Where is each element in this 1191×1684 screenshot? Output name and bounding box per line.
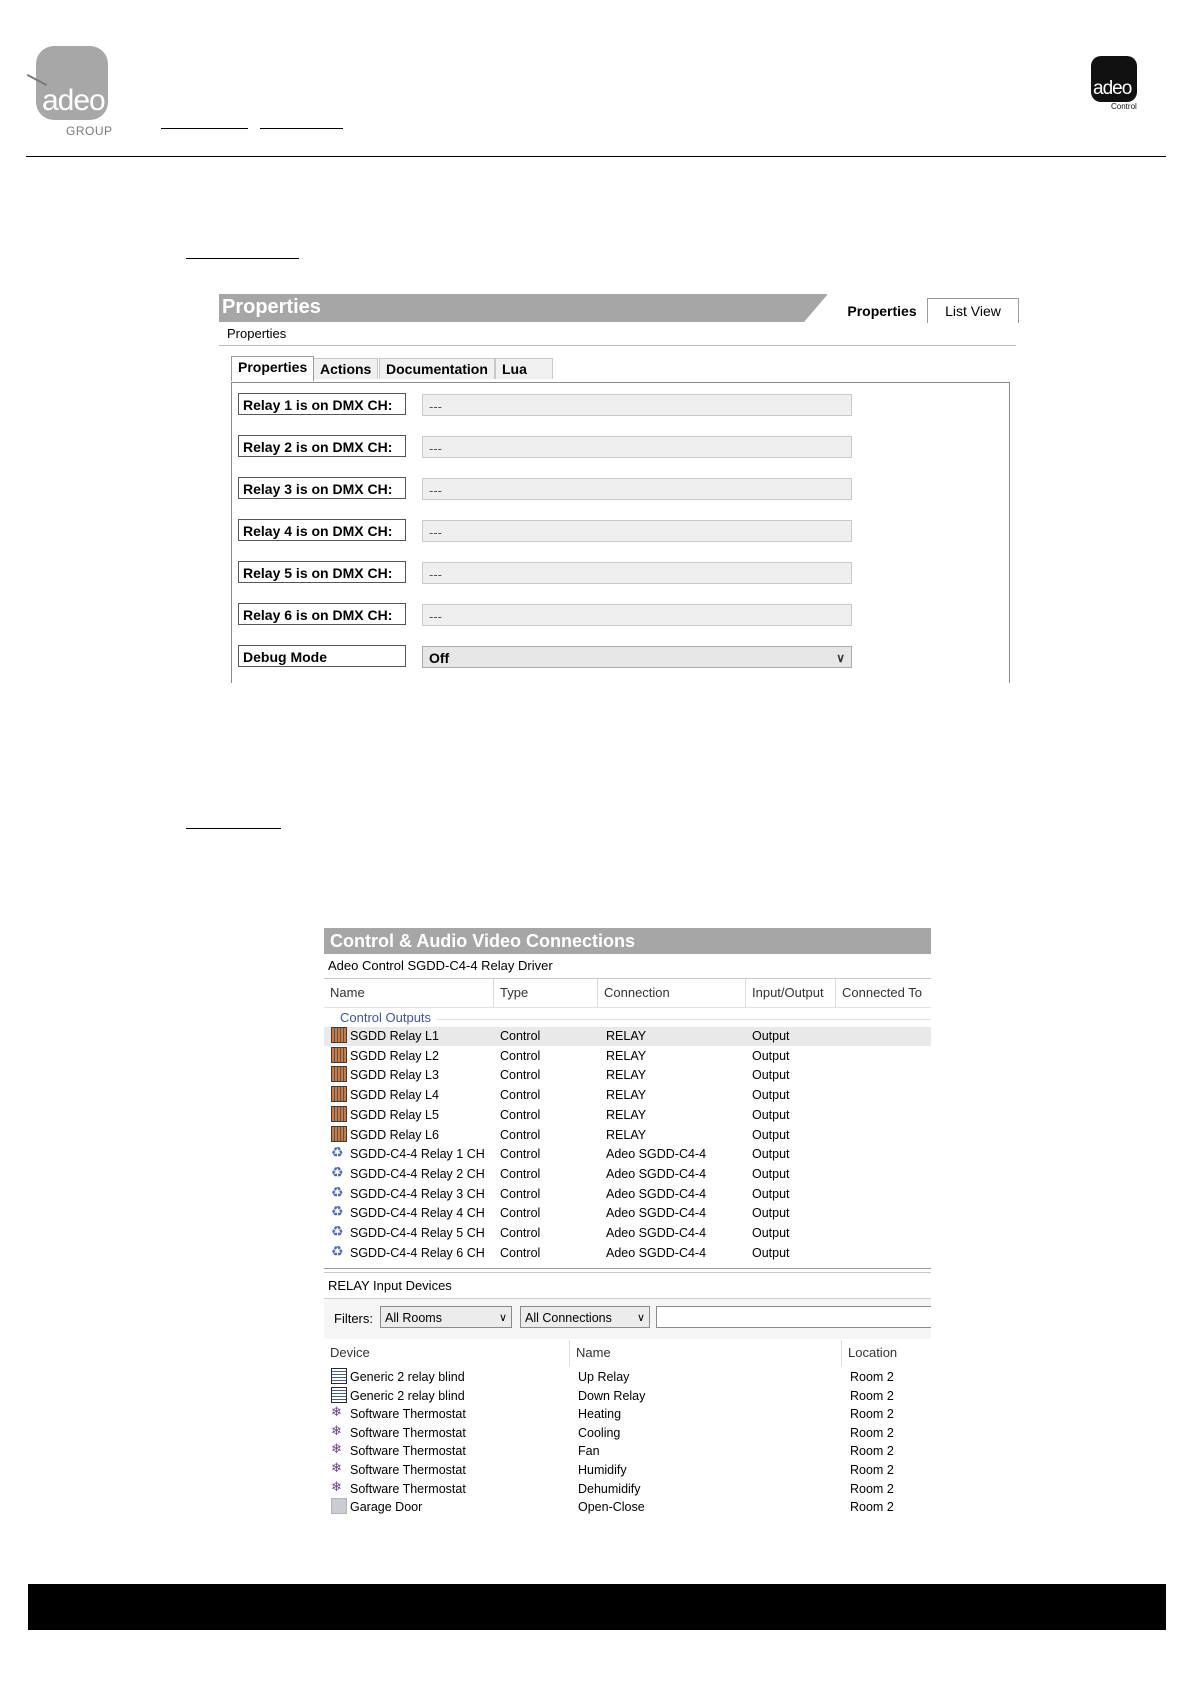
output-io: Output [752,1029,790,1043]
connections-titlebar [324,928,931,954]
search-input[interactable] [656,1306,931,1328]
output-row[interactable] [324,1126,931,1145]
header-rule [260,128,343,129]
column-header-location[interactable]: Location [848,1345,898,1360]
property-label: Relay 6 is on DMX CH: [238,603,406,625]
property-row [238,561,858,585]
blind-icon [331,1368,347,1384]
input-device: Generic 2 relay blind [350,1388,465,1403]
output-connection: RELAY [606,1127,647,1142]
relay-icon [331,1027,347,1043]
output-type: Control [500,1029,541,1043]
input-name: Fan [578,1444,600,1459]
output-type: Control [500,1088,541,1103]
thermostat-icon: ❄ [331,1422,342,1438]
property-row [238,435,858,459]
relay-icon [331,1066,347,1082]
output-io: Output [752,1048,790,1063]
link-icon: ♻ [331,1203,344,1220]
output-connection: Adeo SGDD-C4-4 [606,1226,707,1240]
property-label: Relay 1 is on DMX CH: [238,393,406,415]
output-io: Output [752,1245,790,1260]
input-device-row[interactable] [324,1480,931,1498]
input-device-row[interactable] [324,1424,931,1442]
section-heading-rule [186,828,281,829]
property-value-field[interactable]: --- [422,604,852,626]
chevron-down-icon: ∨ [636,1312,645,1324]
output-row[interactable] [324,1027,931,1046]
column-header-connection[interactable]: Connection [598,979,746,1007]
property-label: Relay 3 is on DMX CH: [238,477,406,499]
input-device-row[interactable] [324,1461,931,1479]
rooms-filter-select[interactable] [380,1306,512,1328]
link-icon: ♻ [331,1183,344,1200]
input-device: Software Thermostat [350,1481,466,1496]
output-connection: Adeo SGDD-C4-4 [606,1147,707,1162]
column-header-device[interactable]: Device [324,1340,570,1366]
thermostat-icon: ❄ [331,1441,342,1457]
input-device: Software Thermostat [350,1407,466,1422]
input-location: Room 2 [850,1500,894,1515]
column-header-name[interactable]: Name [324,979,494,1007]
connections-filter-select[interactable] [520,1306,650,1328]
connections-title: Control & Audio Video Connections [330,931,635,951]
input-name: Open-Close [578,1500,645,1515]
property-value-field[interactable]: --- [422,436,852,458]
output-name: SGDD-C4-4 Relay 5 CH [350,1226,485,1240]
output-row[interactable] [324,1145,931,1164]
input-name: Cooling [578,1425,621,1440]
property-value-field[interactable]: --- [422,478,852,500]
column-header-input-name[interactable]: Name [570,1340,842,1366]
tab-properties-inner[interactable]: Properties [231,356,314,381]
filter-bar [324,1298,931,1339]
input-device-row[interactable] [324,1368,931,1386]
rooms-filter-value: All Rooms [385,1311,442,1325]
input-name: Up Relay [578,1370,630,1384]
output-type: Control [500,1147,541,1162]
output-io: Output [752,1186,790,1201]
output-type: Control [500,1226,541,1240]
adeo-control-logo [1085,56,1151,114]
input-name: Dehumidify [578,1481,641,1496]
output-type: Control [500,1166,541,1181]
relay-icon [331,1106,347,1122]
output-io: Output [752,1068,790,1083]
tab-actions[interactable]: Actions [313,358,378,379]
input-location: Room 2 [850,1463,894,1477]
output-name: SGDD Relay L6 [350,1127,439,1142]
input-location: Room 2 [850,1370,894,1384]
panel-splitter[interactable] [324,1268,931,1273]
driver-name: Adeo Control SGDD-C4-4 Relay Driver [328,958,553,973]
input-location: Room 2 [850,1425,894,1440]
properties-subheading: Properties [219,328,1016,346]
garage-icon [331,1498,347,1514]
chevron-down-icon: ∨ [836,651,845,665]
output-type: Control [500,1245,541,1260]
input-device-row[interactable] [324,1387,931,1405]
input-name: Down Relay [578,1388,646,1403]
output-io: Output [752,1107,790,1122]
output-io: Output [752,1226,790,1240]
output-name: SGDD-C4-4 Relay 2 CH [350,1166,485,1181]
output-row[interactable] [324,1204,931,1223]
link-icon: ♻ [331,1144,344,1161]
logo-word: adeo [42,84,105,117]
thermostat-icon: ❄ [331,1478,342,1494]
output-name: SGDD-C4-4 Relay 3 CH [350,1186,485,1201]
output-row[interactable] [324,1106,931,1125]
output-row[interactable] [324,1047,931,1066]
output-connection: RELAY [606,1048,647,1063]
output-io: Output [752,1147,790,1162]
input-device: Garage Door [350,1500,423,1515]
output-connection: Adeo SGDD-C4-4 [606,1186,707,1201]
column-header-connected-to[interactable]: Connected To [842,985,922,1000]
output-row[interactable] [324,1165,931,1184]
inputs-title: RELAY Input Devices [328,1278,452,1293]
header-divider [26,156,1166,157]
thermostat-icon: ❄ [331,1460,342,1475]
property-row-debug [238,645,858,669]
output-row[interactable] [324,1185,931,1204]
output-name: SGDD Relay L1 [350,1029,439,1043]
output-connection: RELAY [606,1107,647,1122]
output-type: Control [500,1068,541,1083]
relay-icon [331,1086,347,1102]
output-connection: Adeo SGDD-C4-4 [606,1245,707,1260]
output-type: Control [500,1186,541,1201]
column-header-type[interactable]: Type [494,979,598,1007]
titlebar-notch [804,294,828,322]
input-device-row[interactable] [324,1442,931,1460]
input-device: Software Thermostat [350,1444,466,1459]
output-row[interactable] [324,1224,931,1243]
output-name: SGDD Relay L3 [350,1068,439,1083]
input-device: Software Thermostat [350,1425,466,1440]
header-rule [161,128,248,129]
connections-filter-value: All Connections [525,1311,612,1325]
input-location: Room 2 [850,1444,894,1459]
group-label-control-outputs: Control Outputs [340,1010,432,1025]
property-row [238,393,858,417]
footer-bar [28,1584,1166,1630]
output-connection: RELAY [606,1029,647,1043]
property-value-field[interactable]: --- [422,520,852,542]
property-label: Relay 4 is on DMX CH: [238,519,406,541]
output-io: Output [752,1206,790,1221]
filters-label: Filters: [334,1311,373,1326]
output-io: Output [752,1127,790,1142]
logo-subtitle: GROUP [66,124,113,138]
input-name: Humidify [578,1463,627,1477]
relay-icon [331,1047,347,1063]
output-row[interactable] [324,1066,931,1085]
property-row [238,603,858,627]
debug-mode-value: Off [429,650,450,666]
debug-mode-label: Debug Mode [238,645,406,667]
tab-documentation[interactable]: Documentation [379,358,495,379]
chevron-down-icon: ∨ [498,1312,507,1324]
output-io: Output [752,1088,790,1103]
logo-subtitle: Control [1111,102,1137,111]
input-name: Heating [578,1407,622,1422]
link-icon: ♻ [331,1223,344,1239]
thermostat-icon: ❄ [331,1404,342,1420]
output-name: SGDD Relay L2 [350,1048,439,1063]
output-name: SGDD-C4-4 Relay 6 CH [350,1245,485,1260]
link-icon: ♻ [331,1242,344,1259]
tab-list-view[interactable]: List View [927,298,1019,323]
tab-properties[interactable]: Properties [836,298,928,323]
connections-panel [324,928,931,1521]
tab-lua[interactable]: Lua [495,358,553,379]
output-row[interactable] [324,1244,931,1263]
output-name: SGDD Relay L5 [350,1107,439,1122]
property-row [238,477,858,501]
output-connection: RELAY [606,1068,647,1083]
input-location: Room 2 [850,1388,894,1403]
group-divider [436,1019,931,1020]
relay-icon [331,1126,347,1142]
properties-titlebar [219,294,1016,322]
output-type: Control [500,1048,541,1063]
output-name: SGDD Relay L4 [350,1088,439,1103]
column-header-input-output[interactable]: Input/Output [746,979,836,1007]
output-connection: Adeo SGDD-C4-4 [606,1166,707,1181]
outputs-table-header [324,978,931,1008]
output-type: Control [500,1206,541,1221]
output-connection: RELAY [606,1088,647,1103]
section-heading-rule [186,258,299,259]
adeo-group-logo [26,46,122,138]
properties-panel [219,294,1016,680]
inputs-table-header [324,1340,931,1366]
property-label: Relay 5 is on DMX CH: [238,561,406,583]
input-location: Room 2 [850,1407,894,1422]
output-name: SGDD-C4-4 Relay 4 CH [350,1206,485,1221]
debug-mode-select[interactable] [422,646,852,668]
input-device-row[interactable] [324,1405,931,1423]
link-icon: ♻ [331,1163,344,1180]
output-name: SGDD-C4-4 Relay 1 CH [350,1147,485,1162]
property-label: Relay 2 is on DMX CH: [238,435,406,457]
output-type: Control [500,1127,541,1142]
property-row [238,519,858,543]
blind-icon [331,1387,347,1403]
input-device-row[interactable] [324,1498,931,1516]
input-location: Room 2 [850,1481,894,1496]
properties-title: Properties [222,296,321,318]
properties-tab-body [231,382,1010,683]
property-value-field[interactable]: --- [422,394,852,416]
output-row[interactable] [324,1086,931,1105]
output-io: Output [752,1166,790,1181]
property-value-field[interactable]: --- [422,562,852,584]
input-device: Generic 2 relay blind [350,1370,465,1384]
logo-word: adeo [1093,78,1132,99]
output-connection: Adeo SGDD-C4-4 [606,1206,707,1221]
output-type: Control [500,1107,541,1122]
input-device: Software Thermostat [350,1463,466,1477]
